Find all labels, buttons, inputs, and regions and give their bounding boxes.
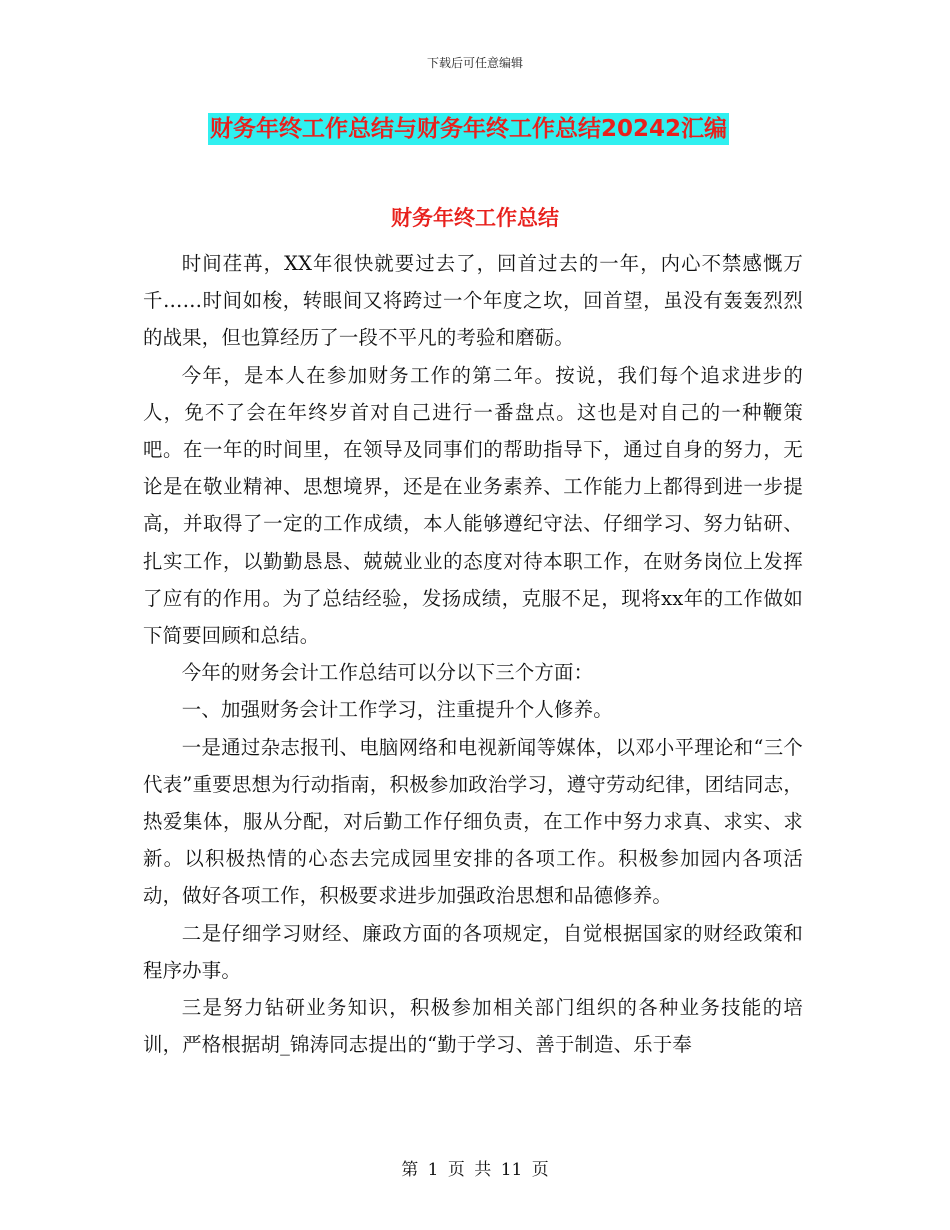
paragraph: 三是努力钻研业务知识，积极参加相关部门组织的各种业务技能的培训，严格根据胡_锦涛同志提出的“勤于学习、善于制造、乐于奉 — [143, 996, 803, 1057]
paragraph: 今年，是本人在参加财务工作的第二年。按说，我们每个追求进步的人，免不了会在年终岁首对自己进行一番盘点。这也是对自己的一种鞭策吧。在一年的时间里，在领导及同事们的帮助指导下，通过自身的努力，无论是在敬业精神、思想境界，还是在业务素养、工作能力上都得到进一步提高，并取得了一定的工作成绩，本人能够遵纪守法、仔细学习、努力钻研、扎实工作，以勤勤恳恳、兢兢业业的态度对待本职工作，在财务岗位上发挥了应有的作用。为了总结经验，发扬成绩，克服不足，现将xx年的工作做如下简要回顾和总结。 — [143, 363, 803, 648]
paragraph: 一是通过杂志报刊、电脑网络和电视新闻等媒体，以邓小平理论和“三个代表”重要思想为行动指南，积极参加政治学习，遵守劳动纪律，团结同志，热爱集体，服从分配，对后勤工作仔细负责，在工作中努力求真、求实、求新。以积极热情的心态去完成园里安排的各项工作。积极参加园内各项活动，做好各项工作，积极要求进步加强政治思想和品德修养。 — [143, 735, 803, 908]
paragraph: 今年的财务会计工作总结可以分以下三个方面： — [181, 661, 594, 685]
document-body — [143, 245, 803, 1063]
paragraph: 二是仔细学习财经、廉政方面的各项规定，自觉根据国家的财经政策和程序办事。 — [143, 921, 803, 982]
paragraph: 时间荏苒，XX年很快就要过去了，回首过去的一年，内心不禁感慨万千……时间如梭，转眼间又将跨过一个年度之坎，回首望，虽没有轰轰烈烈的战果，但也算经历了一段不平凡的考验和磨砺。 — [143, 252, 803, 350]
document-title: 财务年终工作总结与财务年终工作总结20242汇编 — [208, 113, 729, 145]
paragraph: 一、加强财务会计工作学习，注重提升个人修养。 — [181, 698, 613, 722]
header-note: 下载后可任意编辑 — [426, 56, 523, 70]
page-number-footer: 第 1 页 共 11 页 — [401, 1160, 549, 1180]
section-title: 财务年终工作总结 — [391, 206, 559, 230]
